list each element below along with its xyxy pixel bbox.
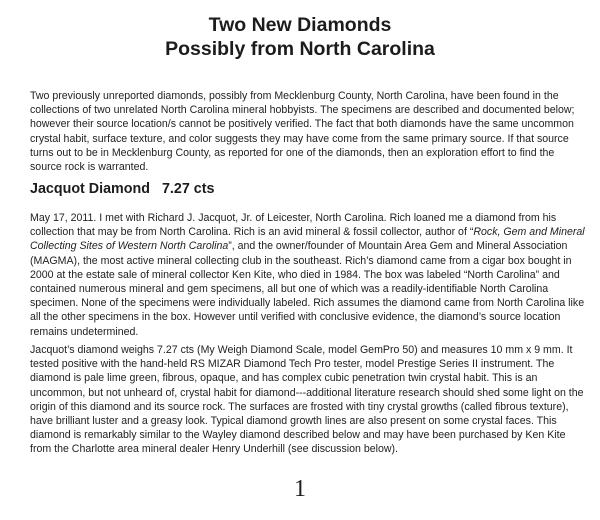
section-heading-carats: 7.27 cts xyxy=(161,181,215,197)
paragraph-meeting-part2: ”, and the owner/founder of Mountain Area Gem and Mineral Association (MAGMA), the most active mineral collecting club in the southeast. Rich’s diamond came from a cigar box bought in 2000 at the estate sale of mineral collector Ken Kite, who died in 1984. The box was labeled “North Carolina” and contained numerous mineral and gem specimens, all but one of which was a readily-identifiable North Carolina specimen. None of the specimens were individually labeled. Rich assumes the diamond came from North Carolina like all the other specimens in the box. However until verified with conclusive evidence, the diamond’s source location remains undetermined. xyxy=(30,240,585,338)
intro-paragraph: Two previously unreported diamonds, possibly from Mecklenburg County, North Carolina, have been found in the collections of two unrelated North Carolina mineral hobbyists. The specimens are described and documented below; however their source location/s cannot be positively verified. The fact that both diamonds have the same uncommon crystal habit, surface texture, and color suggests they may have come from the same primary source. If that source turns out to be in Mecklenburg County, as reported for one of the diamonds, then an exploration effort to find the source rock is warranted. xyxy=(30,90,575,174)
paragraph-meeting-part1: May 17, 2011. I met with Richard J. Jacquot, Jr. of Leicester, North Carolina. Rich loaned me a diamond from his collection that may be from North Carolina. Rich is an avid mineral & fossil collector, author of “ xyxy=(30,212,557,239)
page-title-line-2: Possibly from North Carolina xyxy=(165,38,435,60)
page-title-line-1: Two New Diamonds xyxy=(208,14,392,36)
section-heading-name: Jacquot Diamond xyxy=(30,181,150,197)
page-number: 1 xyxy=(294,476,306,502)
section-heading xyxy=(30,180,214,198)
book-title: Rock, Gem and Mineral Collecting Sites of Western North Carolina xyxy=(30,226,585,253)
paragraph-meeting xyxy=(30,211,588,339)
paragraph-description: Jacquot’s diamond weighs 7.27 cts (My Weigh Diamond Scale, model GemPro 50) and measures 10 mm x 9 mm. It tested positive with the hand-held RS MIZAR Diamond Tech Pro tester, model Prestige Series II instrument. The diamond is pale lime green, fibrous, opaque, and has complex cubic penetration twin crystal habit. This is an uncommon, but not unheard of, crystal habit for diamond---additional literature research should shed some light on the origin of this diamond and its source rock. The surfaces are frosted with tiny crystal growths (called fibrous texture), have brilliant luster and a greasy look. Typical diamond growth lines are also present on some crystal faces. This diamond is remarkably similar to the Wayley diamond described below and may have been purchased by Ken Kite from the Charlotte area mineral dealer Henry Underhill (see discussion below). xyxy=(30,344,584,456)
